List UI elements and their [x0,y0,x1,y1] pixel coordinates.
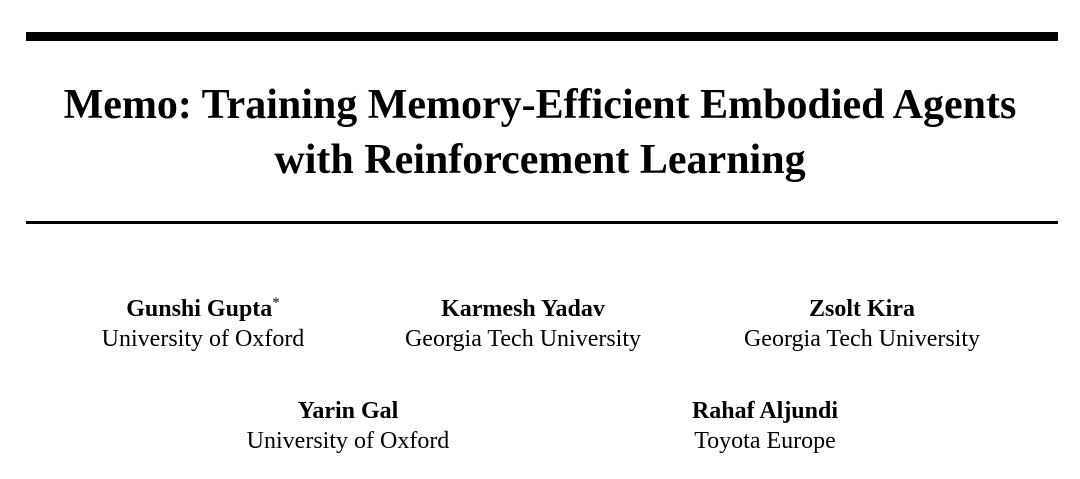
footnote-mark: * [272,295,280,311]
author-name: Karmesh Yadav [441,296,605,322]
author-block [692,396,838,456]
author-name [102,294,305,324]
author-affiliation: Georgia Tech University [743,326,981,352]
author-block [102,294,305,354]
title-top-rule [26,32,1058,41]
author-affiliation: University of Oxford [101,326,305,352]
author-name: Yarin Gal [297,398,399,424]
author-block [744,294,980,354]
author-block [405,294,641,354]
author-name: Rahaf Aljundi [691,398,839,424]
author-name-text: Gunshi Gupta [126,296,273,322]
author-block [247,396,450,456]
author-affiliation: Georgia Tech University [404,326,642,352]
title-bottom-rule [26,221,1058,224]
title-line-1: Memo: Training Memory-Efficient Embodied Agents [63,82,1017,128]
author-name: Zsolt Kira [808,296,915,322]
title-line-2: with Reinforcement Learning [274,137,806,183]
author-affiliation: Toyota Europe [694,428,836,454]
author-affiliation: University of Oxford [246,428,450,454]
paper-title [0,78,1080,188]
